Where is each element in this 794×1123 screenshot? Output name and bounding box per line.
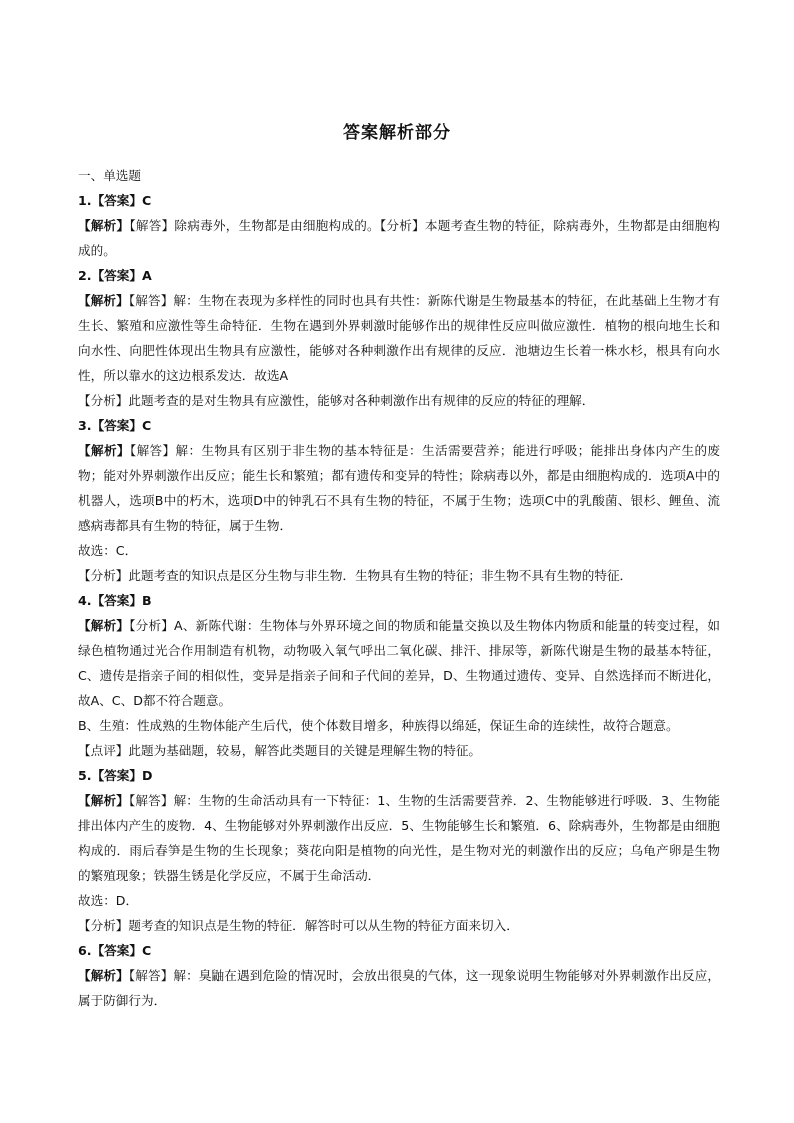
- question-number: 3.: [78, 418, 92, 433]
- explanation-paragraph: [78, 438, 720, 538]
- answer-line: [78, 188, 720, 213]
- explanation-text: 【解答】解：生物在表现为多样性的同时也具有共性：新陈代谢是生物最基本的特征，在此基础上生物才有生长、繁殖和应激性等生命特征．生物在遇到外界刺激时能够作出的规律性反应叫做应激性．植物的根向地生长和向水性、向肥性体现出生物具有应激性，能够对各种刺激作出有规律的反应．池塘边生长着一株水杉，根具有向水性，所以靠水的这边根系发达．故选A: [78, 293, 721, 383]
- answer-content: [78, 163, 720, 1013]
- explanation-text: 【解答】解：生物具有区别于非生物的基本特征是：生活需要营养；能进行呼吸；能排出身体内产生的废物；能对外界刺激作出反应；能生长和繁殖；都有遗传和变异的特性；除病毒以外，都是由细胞构成的．选项A中的机器人，选项B中的朽木，选项D中的钟乳石不具有生物的特征，不属于生物；选项C中的乳酸菌、银杉、鲤鱼、流感病毒都具有生物的特征，属于生物．: [78, 443, 721, 533]
- explanation-text: B、生殖：性成熟的生物体能产生后代，使个体数目增多，种族得以绵延，保证生命的连续性，故符合题意。: [78, 718, 679, 733]
- answer-label: 【答案】C: [91, 943, 152, 958]
- explanation-paragraph: [78, 388, 720, 413]
- analysis-tag: 【解析】: [78, 618, 130, 633]
- explanation-text: 【解答】除病毒外，生物都是由细胞构成的。【分析】本题考查生物的特征，除病毒外，生物都是由细胞构成的。: [78, 218, 721, 258]
- explanation-paragraph: [78, 963, 720, 1013]
- answer-line: [78, 938, 720, 963]
- page-title: 答案解析部分: [343, 123, 451, 143]
- explanation-paragraph: [78, 788, 720, 888]
- explanation-paragraph: [78, 213, 720, 263]
- explanation-text: 【分析】A、新陈代谢：生物体与外界环境之间的物质和能量交换以及生物体内物质和能量的转变过程，如绿色植物通过光合作用制造有机物，动物吸入氧气呼出二氧化碳、排汗、排尿等，新陈代谢是生物的最基本特征，C、遗传是指亲子间的相似性，变异是指亲子间和子代间的差异，D、生物通过遗传、变异、自然选择而不断进化，故A、C、D都不符合题意。: [78, 618, 721, 708]
- explanation-paragraph: [78, 613, 720, 713]
- explanation-paragraph: [78, 713, 720, 738]
- explanation-text: 【点评】此题为基础题，较易，解答此类题目的关键是理解生物的特征。: [78, 743, 481, 758]
- answer-line: [78, 263, 720, 288]
- question-number: 2.: [78, 268, 92, 283]
- answer-label: 【答案】B: [91, 593, 152, 608]
- analysis-tag: 【解析】: [78, 968, 129, 983]
- question-number: 4.: [78, 593, 92, 608]
- analysis-tag: 【解析】: [78, 443, 130, 458]
- question-number: 1.: [78, 193, 92, 208]
- explanation-text: 【解答】解：臭鼬在遇到危险的情况时，会放出很臭的气体，这一现象说明生物能够对外界刺激作出反应，属于防御行为．: [78, 968, 721, 1008]
- section-heading: 一、单选题: [78, 168, 141, 183]
- answer-label: 【答案】C: [91, 418, 152, 433]
- explanation-text: 【分析】此题考查的知识点是区分生物与非生物．生物具有生物的特征；非生物不具有生物的特征．: [78, 568, 633, 583]
- explanation-text: 【分析】此题考查的是对生物具有应激性，能够对各种刺激作出有规律的反应的特征的理解．: [78, 393, 595, 408]
- explanation-paragraph: [78, 913, 720, 938]
- explanation-text: 【分析】题考查的知识点是生物的特征．解答时可以从生物的特征方面来切入．: [78, 918, 519, 933]
- question-number: 6.: [78, 943, 92, 958]
- answer-label: 【答案】A: [91, 268, 152, 283]
- explanation-paragraph: [78, 888, 720, 913]
- explanation-text: 故选：C．: [78, 543, 138, 558]
- question-number: 5.: [78, 768, 92, 783]
- explanation-paragraph: [78, 738, 720, 763]
- explanation-text: 故选：D．: [78, 893, 139, 908]
- explanation-text: 【解答】解：生物的生命活动具有一下特征：1、生物的生活需要营养．2、生物能够进行呼吸．3、生物能排出体内产生的废物．4、生物能够对外界刺激作出反应．5、生物能够生长和繁殖．6、除病毒外，生物都是由细胞构成的．雨后春笋是生物的生长现象；葵花向阳是植物的向光性，是生物对光的刺激作出的反应；乌龟产卵是生物的繁殖现象；铁器生锈是化学反应，不属于生命活动．: [78, 793, 720, 883]
- answer-line: [78, 413, 720, 438]
- answer-line: [78, 588, 720, 613]
- answer-label: 【答案】C: [91, 193, 152, 208]
- analysis-tag: 【解析】: [78, 793, 129, 808]
- answer-line: [78, 763, 720, 788]
- explanation-paragraph: [78, 563, 720, 588]
- analysis-tag: 【解析】: [78, 218, 130, 233]
- explanation-paragraph: [78, 538, 720, 563]
- answer-label: 【答案】D: [91, 768, 153, 783]
- explanation-paragraph: [78, 288, 720, 388]
- analysis-tag: 【解析】: [78, 293, 129, 308]
